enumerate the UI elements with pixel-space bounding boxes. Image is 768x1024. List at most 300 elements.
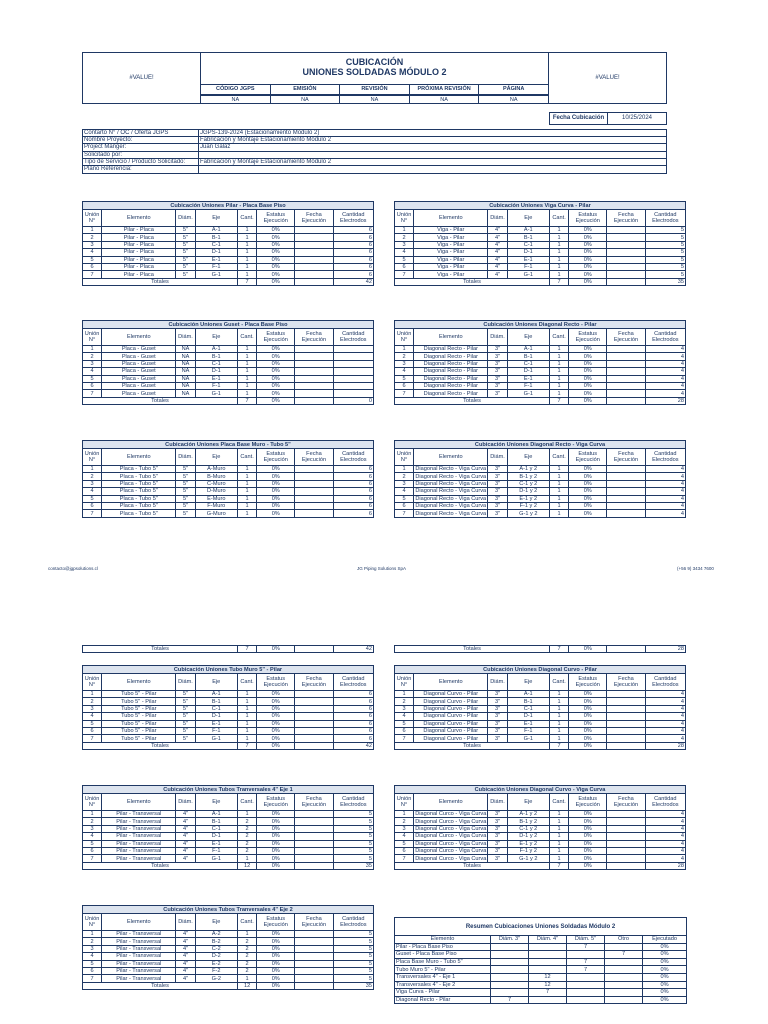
table-header-row (395, 674, 686, 691)
table-row (83, 271, 374, 278)
summary-column-header: Diám. 5" (567, 936, 605, 944)
table-cell (607, 466, 645, 473)
code-value: NA (201, 95, 271, 104)
table-cell: 1 (550, 727, 569, 734)
table-cell (607, 698, 645, 705)
table-cell: 0% (569, 510, 607, 517)
table-cell: Placa - Tubo 5" (102, 495, 176, 502)
table-cell: G-1 y 2 (507, 510, 549, 517)
table-cell: 0% (569, 691, 607, 698)
table-cell: F-1 (195, 382, 237, 389)
summary-cell: 7 (567, 943, 605, 951)
table-title: Cubicación Uniones Pilar - Placa Base Piso (83, 202, 374, 210)
table-row (395, 263, 686, 270)
totals-count: 7 (237, 278, 256, 285)
summary-cell: 7 (605, 951, 643, 959)
table-cell: 1 (550, 502, 569, 509)
table-cell: 1 (237, 720, 256, 727)
summary-row (395, 958, 687, 966)
table-cell: 6 (83, 382, 102, 389)
table-row (83, 960, 374, 967)
fecha-label: Fecha Cubicación (550, 113, 608, 124)
column-header: Unión N° (83, 329, 102, 346)
table-header-row (83, 329, 374, 346)
table-cell: 4 (83, 833, 102, 840)
summary-row (395, 981, 687, 989)
table-row (395, 382, 686, 389)
table-cell: Diagonal Curvo - Pilar (414, 735, 488, 742)
summary-title: Resumen Cubicaciones Uniones Soldadas Módulo 2 (395, 918, 687, 936)
column-header: Unión N° (83, 449, 102, 466)
table-cell (607, 271, 645, 278)
totals-status: 0% (569, 397, 607, 404)
table-row (395, 227, 686, 234)
totals-empty (295, 982, 333, 989)
table-cell: 6 (333, 510, 373, 517)
summary-cell (491, 989, 529, 997)
table-cell: F-1 (507, 263, 549, 270)
table-cell (607, 375, 645, 382)
totals-empty (295, 278, 333, 285)
table-cell: Pilar - Placa (102, 227, 176, 234)
table-cell: 4 (645, 510, 685, 517)
table-cell (333, 360, 373, 367)
table-cell: 4 (645, 480, 685, 487)
table-cell: 4 (645, 346, 685, 353)
table-cell: 3" (488, 698, 507, 705)
table-cell: 0% (257, 480, 295, 487)
table-cell: Placa - Tubo 5" (102, 466, 176, 473)
table-row (83, 241, 374, 248)
table-row (395, 488, 686, 495)
table-cell: 5 (333, 840, 373, 847)
table-cell: 1 (83, 811, 102, 818)
table-cell: 5 (333, 855, 373, 862)
table-row (83, 833, 374, 840)
table-row (395, 368, 686, 375)
table-cell: 1 (550, 249, 569, 256)
table-cell: 0% (569, 234, 607, 241)
table-cell: Tubo 5" - Pilar (102, 698, 176, 705)
info-label: Project Manger: (83, 144, 199, 150)
totals-status: 0% (257, 397, 295, 404)
column-header: Cantidad Electrodos (333, 914, 373, 931)
table-cell: F-1 y 2 (507, 847, 549, 854)
table-cell (295, 847, 333, 854)
table-cell: 0% (257, 705, 295, 712)
table-cell: D-1 (195, 368, 237, 375)
column-header: Cantidad Electrodos (333, 674, 373, 691)
summary-cell (605, 966, 643, 974)
summary-header-row (395, 936, 687, 944)
totals-count: 12 (238, 982, 257, 989)
table-cell: 3" (488, 847, 507, 854)
table-cell: 1 (237, 241, 256, 248)
table-row (83, 705, 374, 712)
table-row (395, 705, 686, 712)
table-cell: 0% (257, 271, 295, 278)
table-row (395, 847, 686, 854)
totals-electrodes: 0 (333, 397, 373, 404)
table-cell: 5" (176, 263, 195, 270)
table-title: Cubicación Uniones Diagonal Recto - Viga Curva (395, 441, 686, 449)
table-cell: 3" (488, 466, 507, 473)
table-cell: A-1 (507, 691, 549, 698)
totals-count: 7 (550, 742, 569, 749)
table-cell: B-1 (195, 818, 237, 825)
table-cell: 6 (333, 691, 373, 698)
table-cell: 1 (238, 390, 257, 397)
totals-electrodes: 35 (645, 278, 685, 285)
table-cell (295, 346, 333, 353)
cubicacion-table (82, 320, 374, 405)
table-cell (295, 375, 333, 382)
table-cell: 3 (83, 825, 102, 832)
table-cell (295, 241, 333, 248)
table-cell: A-1 (507, 227, 549, 234)
table-cell: 1 (83, 931, 102, 938)
table-cell: 1 (238, 975, 257, 982)
table-header-row (395, 210, 686, 227)
table-cell: 1 (237, 263, 256, 270)
table-cell: 7 (395, 390, 414, 397)
table-cell: 5 (83, 720, 102, 727)
info-row (83, 144, 666, 151)
table-cell (295, 960, 333, 967)
table-cell: Viga - Pilar (414, 263, 488, 270)
table-cell: Diagonal Recto - Viga Curva (415, 495, 487, 502)
table-cell: 4" (176, 833, 195, 840)
table-cell: 3 (83, 705, 102, 712)
table-cell: Placa - Guset (102, 353, 176, 360)
table-row (395, 495, 686, 502)
summary-cell (529, 943, 567, 951)
table-row (83, 480, 374, 487)
table-cell: 3" (488, 811, 507, 818)
table-cell: 0% (257, 227, 295, 234)
table-cell: 3 (395, 705, 414, 712)
column-header: Diám. (488, 794, 507, 811)
column-header: Unión N° (83, 674, 102, 691)
summary-cell: Viga Curva - Pilar (395, 989, 491, 997)
column-header: Eje (507, 210, 549, 227)
column-header: Cantidad Electrodos (645, 674, 685, 691)
table-cell: 4" (176, 945, 195, 952)
table-cell: 5 (395, 495, 414, 502)
column-header: Eje (195, 914, 237, 931)
table-cell: NA (176, 368, 195, 375)
table-cell: Diagonal Recto - Viga Curva (415, 488, 487, 495)
title-line-2: UNIONES SOLDADAS MÓDULO 2 (302, 67, 447, 77)
table-cell: 0% (257, 855, 295, 862)
summary-cell (529, 951, 567, 959)
table-cell: 3" (488, 818, 507, 825)
table-cell: 6 (333, 227, 373, 234)
table-cell: D-1 (507, 368, 549, 375)
code-label: CÓDIGO JGPS (201, 85, 271, 94)
info-row (83, 166, 666, 173)
table-cell (607, 227, 645, 234)
table-cell: 3" (488, 720, 507, 727)
table-cell: 1 (550, 227, 569, 234)
table-cell: 1 (83, 227, 102, 234)
table-cell (607, 840, 645, 847)
summary-cell (567, 989, 605, 997)
table-row (395, 713, 686, 720)
table-cell: 0% (569, 818, 607, 825)
summary-cell: Transversales 4" - Eje 2 (395, 981, 491, 989)
table-cell: 2 (395, 234, 414, 241)
table-cell: 5 (83, 256, 102, 263)
totals-count: 7 (550, 397, 569, 404)
table-cell: Viga - Pilar (414, 227, 488, 234)
table-cell: 2 (83, 473, 102, 480)
table-cell (607, 390, 645, 397)
table-cell (607, 473, 645, 480)
table-cell: 0% (257, 691, 295, 698)
table-row (83, 735, 374, 742)
table-cell: 1 (550, 346, 569, 353)
table-cell: 1 (237, 249, 256, 256)
table-cell: G-Muro (195, 510, 237, 517)
table-cell: D-1 y 2 (507, 833, 549, 840)
summary-cell: Guset - Placa Base Piso (395, 951, 491, 959)
table-cell: 4 (645, 825, 685, 832)
table-row (395, 360, 686, 367)
table-cell: 5 (645, 263, 685, 270)
table-cell: 1 (550, 840, 569, 847)
table-cell: Viga - Pilar (414, 241, 488, 248)
table-cell: Pilar - Placa (102, 271, 176, 278)
table-cell: 1 (238, 368, 257, 375)
totals-electrodes: 28 (645, 742, 685, 749)
footer-phone: (+56 9) 3434 7600 (677, 566, 714, 571)
table-cell (295, 480, 333, 487)
table-cell: 6 (333, 256, 373, 263)
totals-label: Totales (83, 278, 238, 285)
table-cell: NA (176, 390, 195, 397)
code-label: PÁGINA (502, 86, 525, 92)
table-cell: D-1 (507, 249, 549, 256)
table-cell (295, 256, 333, 263)
table-row (395, 241, 686, 248)
table-cell: 1 (550, 855, 569, 862)
summary-cell (605, 981, 643, 989)
header-left-value: #VALUE! (83, 53, 201, 103)
table-cell: 4 (395, 368, 414, 375)
table-cell: 5 (83, 840, 102, 847)
column-header: Elemento (414, 794, 488, 811)
table-cell: 5 (645, 227, 685, 234)
info-row (83, 152, 666, 159)
table-cell (295, 953, 333, 960)
table-cell (607, 495, 645, 502)
table-cell: Diagonal Recto - Pilar (414, 375, 488, 382)
table-cell: 1 (550, 811, 569, 818)
table-cell: C-1 (507, 360, 549, 367)
table-cell: 4" (176, 931, 195, 938)
summary-cell (491, 958, 529, 966)
column-header: Cantidad Electrodos (333, 329, 373, 346)
table-cell: 1 (550, 466, 569, 473)
table-cell (295, 735, 333, 742)
table-cell: Viga - Pilar (414, 234, 488, 241)
table-cell: F-1 y 2 (507, 502, 549, 509)
table-cell: 5 (333, 847, 373, 854)
column-header: Diám. (488, 329, 507, 346)
table-cell: F-2 (195, 967, 237, 974)
table-cell: 1 (550, 488, 569, 495)
totals-status: 0% (569, 278, 607, 285)
table-cell: 5 (645, 241, 685, 248)
totals-row (83, 646, 374, 653)
table-cell: 3" (488, 833, 507, 840)
table-row (83, 382, 374, 389)
totals-empty (295, 397, 333, 404)
table-cell (295, 227, 333, 234)
table-cell: 4 (645, 360, 685, 367)
column-header: Fecha Ejecución (607, 210, 645, 227)
table-cell: C-1 (507, 241, 549, 248)
totals-row (83, 982, 374, 989)
table-cell: F-Muro (195, 502, 237, 509)
table-cell: 3" (488, 382, 507, 389)
table-cell: E-1 (195, 256, 237, 263)
column-header: Unión N° (395, 210, 414, 227)
table-cell (607, 360, 645, 367)
table-cell: 6 (395, 382, 414, 389)
column-header: Fecha Ejecución (295, 794, 333, 811)
totals-status: 0% (569, 862, 607, 869)
table-cell: 0% (257, 720, 295, 727)
table-cell: Diagonal Recto - Pilar (414, 346, 488, 353)
table-cell: 1 (550, 263, 569, 270)
table-cell: 0% (257, 967, 295, 974)
table-cell: 1 (237, 727, 256, 734)
table-row (83, 368, 374, 375)
table-cell: G-1 (195, 855, 237, 862)
table-cell: 3 (395, 825, 414, 832)
summary-cell (529, 996, 567, 1004)
column-header: Cant. (550, 674, 569, 691)
table-row (83, 720, 374, 727)
table-cell: 1 (550, 847, 569, 854)
table-cell: Diagonal Curco - Viga Curva (415, 855, 487, 862)
table-cell: 6 (333, 234, 373, 241)
table-cell: 5 (333, 953, 373, 960)
table-cell: 6 (395, 727, 414, 734)
table-cell: 6 (83, 967, 102, 974)
table-cell: NA (176, 353, 195, 360)
table-cell: Diagonal Recto - Pilar (414, 382, 488, 389)
summary-cell: 12 (529, 981, 567, 989)
table-cell: 1 (237, 271, 256, 278)
table-cell: 5 (333, 945, 373, 952)
table-cell: Pilar - Transversal (102, 938, 176, 945)
table-row (395, 375, 686, 382)
table-cell: 4 (645, 691, 685, 698)
table-cell: 3" (488, 473, 507, 480)
totals-row (395, 278, 686, 285)
table-title: Cubicación Uniones Placa Base Muro - Tubo 5" (83, 441, 374, 449)
table-cell: 5" (176, 473, 195, 480)
table-cell: Pilar - Transversal (102, 945, 176, 952)
table-cell: Placa - Guset (102, 375, 176, 382)
table-cell: 6 (333, 271, 373, 278)
table-cell: 5" (176, 495, 195, 502)
table-cell: 0% (569, 720, 607, 727)
table-cell: 4 (645, 847, 685, 854)
table-cell: 5" (176, 480, 195, 487)
table-cell: 5" (176, 241, 195, 248)
table-cell: 1 (550, 818, 569, 825)
table-cell: 1 (238, 510, 257, 517)
table-cell: 1 (550, 480, 569, 487)
totals-electrodes: 35 (333, 982, 373, 989)
table-row (83, 466, 374, 473)
code-value: NA (479, 95, 548, 104)
table-cell: Placa - Tubo 5" (102, 488, 176, 495)
header-title-block (201, 53, 548, 103)
table-cell (295, 931, 333, 938)
table-cell: Diagonal Curvo - Pilar (414, 713, 488, 720)
summary-cell (605, 958, 643, 966)
table-cell: 0% (257, 938, 295, 945)
table-cell: B-1 (507, 234, 549, 241)
table-cell: 4 (645, 473, 685, 480)
table-row (395, 510, 686, 517)
table-cell: 0% (257, 241, 295, 248)
table-header-row (395, 329, 686, 346)
table-cell: 6 (333, 502, 373, 509)
table-row (395, 691, 686, 698)
table-cell: 4" (488, 234, 507, 241)
table-row (395, 353, 686, 360)
totals-electrodes: 42 (333, 646, 373, 653)
column-header: Elemento (102, 449, 176, 466)
table-cell: 4" (176, 811, 195, 818)
column-header: Estatus Ejecución (257, 329, 295, 346)
table-cell: 6 (333, 241, 373, 248)
table-cell (295, 698, 333, 705)
table-cell: 5 (333, 967, 373, 974)
column-header: Estatus Ejecución (569, 449, 607, 466)
table-cell: 5" (176, 466, 195, 473)
summary-cell (491, 943, 529, 951)
table-cell: B-2 (195, 938, 237, 945)
table-cell: 1 (550, 713, 569, 720)
table-cell: 1 (83, 691, 102, 698)
column-header: Unión N° (83, 210, 102, 227)
table-cell: 0% (569, 855, 607, 862)
table-cell: 1 (238, 346, 257, 353)
column-header: Unión N° (395, 329, 414, 346)
header-right-value: #VALUE! (548, 53, 666, 103)
summary-column-header: Elemento (395, 936, 491, 944)
column-header: Estatus Ejecución (257, 914, 295, 931)
table-cell: 0% (257, 495, 295, 502)
table-cell: A-1 y 2 (507, 811, 549, 818)
summary-cell: Tubo Muro 5" - Pilar (395, 966, 491, 974)
column-header: Estatus Ejecución (257, 449, 295, 466)
table-cell: 5" (176, 727, 195, 734)
table-cell: 0% (569, 382, 607, 389)
table-cell: 3" (488, 480, 507, 487)
table-cell: C-1 y 2 (507, 825, 549, 832)
table-cell (607, 727, 645, 734)
table-cell: 3" (488, 840, 507, 847)
table-cell: 2 (83, 353, 102, 360)
